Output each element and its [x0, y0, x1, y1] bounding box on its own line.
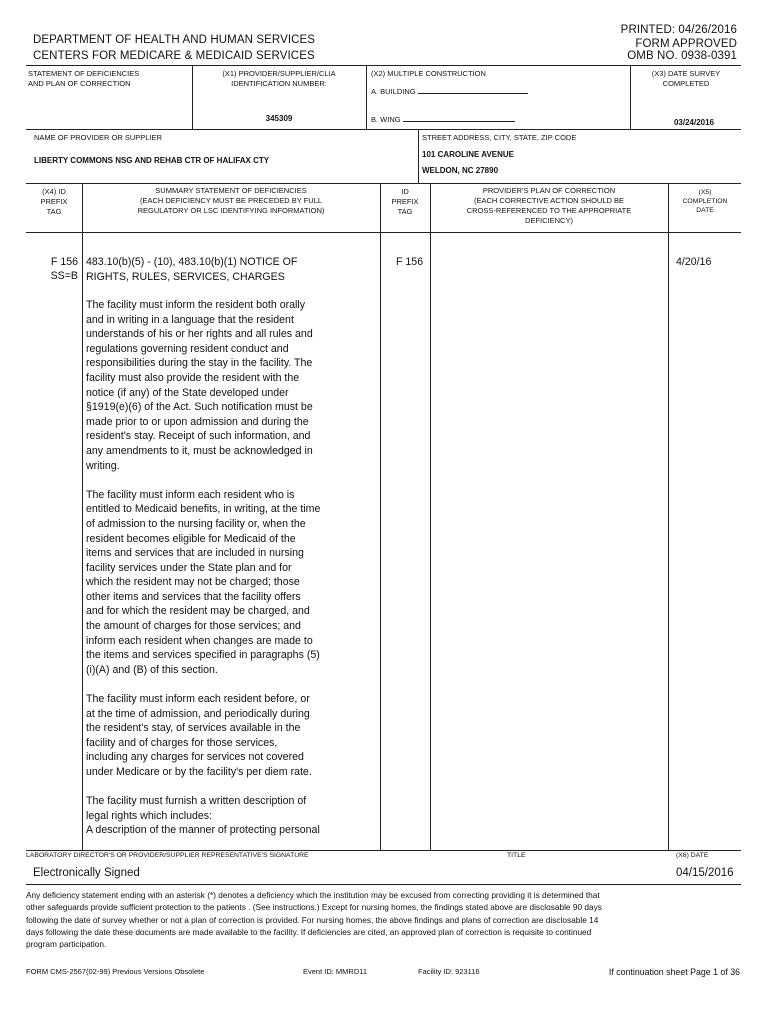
provider-name: LIBERTY COMMONS NSG AND REHAB CTR OF HALIFAX CTY [34, 156, 270, 165]
statement-line: legal rights which includes: [86, 809, 213, 822]
address-city: WELDON, NC 27890 [422, 166, 499, 175]
statement-line: facility and of charges for those services, [86, 736, 278, 749]
id-header: ID PREFIX TAG [391, 187, 419, 216]
agency-title: CENTERS FOR MEDICARE & MEDICAID SERVICES [33, 50, 315, 62]
rule [26, 129, 741, 130]
statement-line: the items and services specified in paragraphs (5) [86, 649, 320, 662]
statement-line: the amount of charges for those services; and [86, 620, 301, 633]
deficiency-tag: F 156 [50, 256, 78, 268]
plan-header: PROVIDER'S PLAN OF CORRECTION (EACH CORRECTIVE ACTION SHOULD BE CROSS-REFERENCED TO THE APPROPRIATE DEFICIENCY) [466, 186, 632, 225]
rule [26, 65, 741, 66]
rule [82, 183, 83, 850]
rule [668, 183, 669, 850]
building-blank [418, 85, 528, 94]
deficiency-title: 483.10(b)(5) - (10), 483.10(b)(1) NOTICE OF RIGHTS, RULES, SERVICES, CHARGES [86, 256, 298, 283]
disclosure-line: days following the date these documents are made available to the facility. If deficiencies are cited, an approved plan of correction is requisite to continued [26, 926, 592, 937]
deficiency-statement [86, 298, 378, 853]
form-approved: FORM APPROVED [635, 38, 737, 50]
rule [26, 183, 741, 184]
rule [366, 65, 367, 129]
rule [192, 65, 193, 129]
signature-label: LABORATORY DIRECTOR'S OR PROVIDER/SUPPLIER REPRESENTATIVE'S SIGNATURE [26, 852, 309, 859]
building-label: A. BUILDING [371, 87, 416, 96]
statement-line: of admission to the nursing facility or, when the [86, 517, 306, 530]
plan-id-tag: F 156 [396, 256, 424, 268]
x2-label: (X2) MULTIPLE CONSTRUCTION [371, 69, 486, 78]
x3-label: (X3) DATE SURVEY COMPLETED [651, 69, 721, 88]
disclosure-line: other safeguards provide sufficient protection to the patients . (See instructions.) Except for nursing homes, the findings stated above are disclosable 90 days [26, 902, 602, 913]
statement-line: resident's stay. Receipt of such information, and [86, 430, 311, 443]
statement-line: entitled to Medicaid benefits, in writing, at the time [86, 503, 321, 516]
statement-line: resident becomes eligible for Medicaid of the [86, 532, 296, 545]
department-title: DEPARTMENT OF HEALTH AND HUMAN SERVICES [33, 34, 316, 46]
provider-name-label: NAME OF PROVIDER OR SUPPLIER [34, 133, 162, 142]
rule [26, 232, 741, 233]
statement-line: other items and services that the facility offers [86, 590, 301, 603]
statement-line: The facility must furnish a written description of [86, 795, 307, 808]
x5-header: (X5) COMPLETION DATE [682, 189, 728, 214]
statement-line: and in writing in a language that the resident [86, 313, 294, 326]
page-number: If continuation sheet Page 1 of 36 [608, 967, 740, 977]
form-id: FORM CMS-2567(02-99) Previous Versions Obsolete [26, 967, 205, 976]
statement-line: writing. [86, 459, 120, 472]
statement-line: items and services that are included in nursing [86, 547, 304, 560]
signature-date: 04/15/2016 [676, 867, 734, 879]
wing-blank [403, 113, 515, 122]
statement-line: inform each resident when changes are made to [86, 634, 313, 647]
wing-label: B. WING [371, 115, 401, 124]
statement-line: the resident's stay, of services available in the [86, 722, 301, 735]
title-label: TITLE [507, 852, 526, 859]
statement-line: A description of the manner of protecting personal [86, 824, 320, 837]
x4-header: (X4) ID PREFIX TAG [40, 187, 68, 216]
statement-line: regulations governing resident conduct and [86, 342, 289, 355]
statement-paragraph [86, 298, 378, 473]
statement-line: responsibilities during the stay in the facility. The [86, 357, 313, 370]
omb-number: OMB NO. 0938-0391 [627, 50, 737, 62]
disclosure-line: following the date of survey whether or not a plan of correction is provided. For nursing homes, the above findings and plans of correction are disclosable 14 [26, 914, 599, 925]
disclosure-note [26, 889, 741, 950]
summary-header: SUMMARY STATEMENT OF DEFICIENCIES (EACH DEFICIENCY MUST BE PRECEDED BY FULL REGULATORY OR LSC IDENTIFYING INFORMATION) [137, 186, 325, 215]
statement-line: any amendments to it, must be acknowledged in [86, 444, 313, 457]
statement-line: notice (if any) of the State developed under [86, 386, 289, 399]
rule [630, 65, 631, 129]
printed-date: PRINTED: 04/26/2016 [620, 24, 737, 36]
statement-line: understands of his or her rights and all rules and [86, 328, 313, 341]
address-label: STREET ADDRESS, CITY, STATE, ZIP CODE [422, 133, 577, 142]
scope-severity: SS=B [50, 270, 78, 282]
statement-line: The facility must inform the resident both orally [86, 299, 306, 311]
completion-date: 4/20/16 [676, 256, 712, 268]
x1-label: (X1) PROVIDER/SUPPLIER/CLIA IDENTIFICATION NUMBER: [222, 69, 336, 88]
disclosure-line: program participation. [26, 939, 107, 950]
wing-field [371, 113, 515, 125]
provider-id-number: 345309 [265, 114, 293, 123]
statement-line: under Medicare or by the facility's per diem rate. [86, 766, 312, 778]
x6-date-label: (X6) DATE [676, 852, 709, 859]
address-street: 101 CAROLINE AVENUE [422, 150, 515, 159]
event-id: Event ID: MMRD11 [303, 967, 368, 976]
rule [26, 884, 741, 885]
rule [418, 129, 419, 183]
rule [380, 183, 381, 850]
statement-line: facility must also provide the resident with the [86, 371, 300, 384]
statement-line: including any charges for services not covered [86, 751, 304, 764]
statement-label: STATEMENT OF DEFICIENCIES AND PLAN OF CORRECTION [28, 69, 140, 88]
statement-line: at the time of admission, and periodically during [86, 707, 310, 720]
statement-line: which the resident may not be charged; those [86, 576, 300, 589]
facility-id: Facility ID: 923116 [418, 967, 480, 976]
rule [430, 183, 431, 850]
building-field [371, 85, 528, 97]
statement-line: made prior to or upon admission and during the [86, 415, 309, 428]
survey-completed-date: 03/24/2016 [673, 118, 714, 127]
disclosure-line: Any deficiency statement ending with an asterisk (*) denotes a deficiency which the institution may be excused from correcting providing it is determined that [26, 890, 600, 900]
statement-line: §1919(e)(6) of the Act. Such notification must be [86, 401, 313, 414]
statement-line: (i)(A) and (B) of this section. [86, 663, 218, 676]
statement-paragraph [86, 692, 378, 780]
statement-line: The facility must inform each resident before, or [86, 693, 310, 706]
statement-paragraph [86, 488, 378, 678]
statement-line: The facility must inform each resident who is [86, 488, 295, 501]
statement-line: facility services under the State plan and for [86, 561, 292, 574]
statement-line: and for which the resident may be charged, and [86, 605, 310, 618]
statement-paragraph [86, 794, 378, 838]
electronic-signature: Electronically Signed [33, 867, 140, 879]
